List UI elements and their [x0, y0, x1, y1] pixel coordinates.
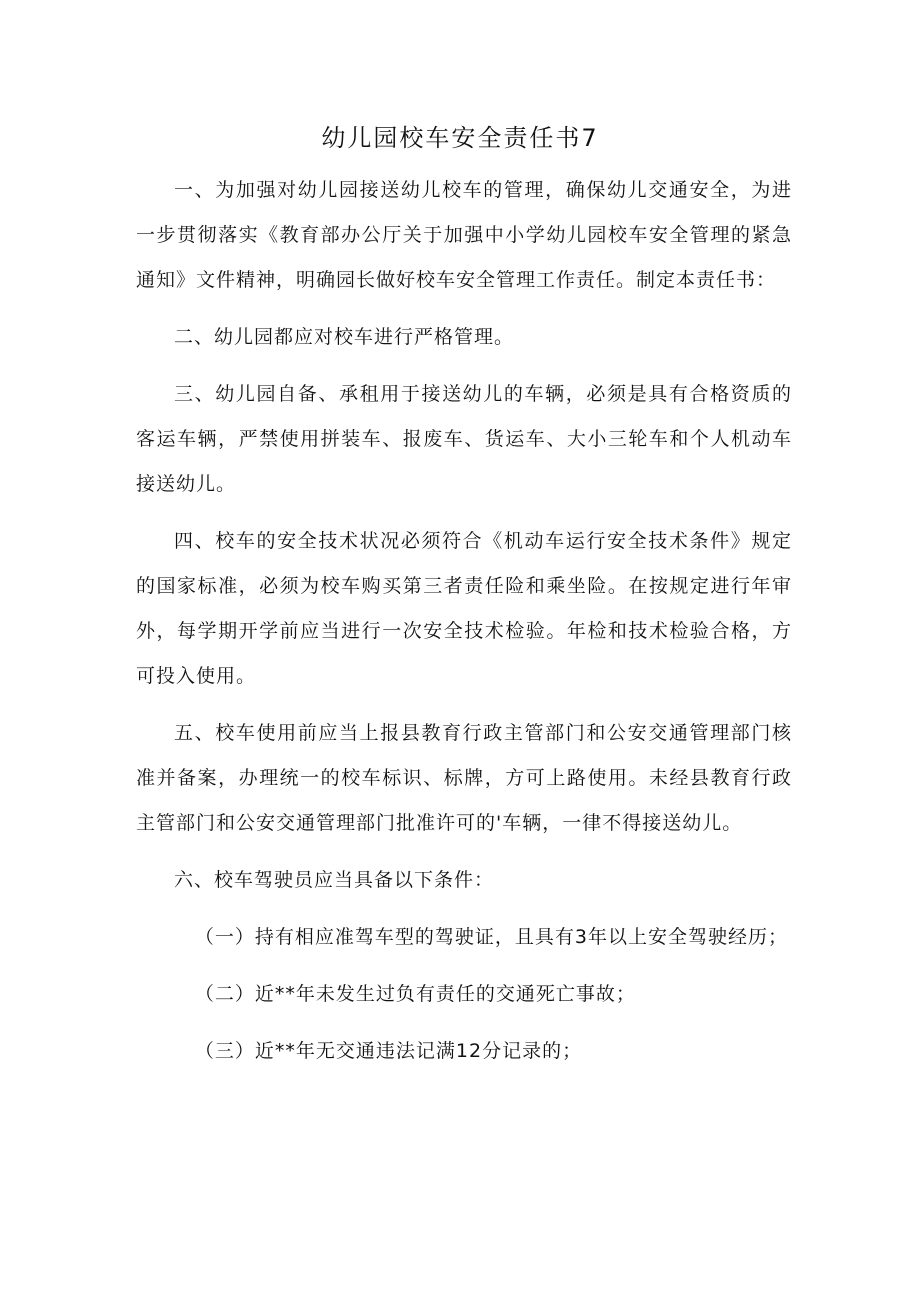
paragraph-1: 一、为加强对幼儿园接送幼儿校车的管理，确保幼儿交通安全，为进一步贯彻落实《教育部办公厅关于加强中小学幼儿园校车安全管理的紧急通知》文件精神，明确园长做好校车安全管理工作责任。制定本责任书：	[136, 179, 792, 291]
paragraph-2: 二、幼儿园都应对校车进行严格管理。	[174, 326, 515, 348]
sub-item-1: （一）持有相应准驾车型的驾驶证，且具有3年以上安全驾驶经历；	[194, 926, 788, 948]
paragraph-4: 四、校车的安全技术状况必须符合《机动车运行安全技术条件》规定的国家标准，必须为校车购买第三者责任险和乘坐险。在按规定进行年审外，每学期开学前应当进行一次安全技术检验。年检和技术检验合格，方可投入使用。	[136, 530, 792, 687]
paragraph-3: 三、幼儿园自备、承租用于接送幼儿的车辆，必须是具有合格资质的客运车辆，严禁使用拼装车、报废车、货运车、大小三轮车和个人机动车接送幼儿。	[136, 383, 792, 495]
document-body	[136, 168, 792, 1086]
paragraph-6: 六、校车驾驶员应当具备以下条件：	[174, 869, 495, 891]
sub-item-2: （二）近**年未发生过负有责任的交通死亡事故；	[194, 983, 636, 1005]
paragraph-5: 五、校车使用前应当上报县教育行政主管部门和公安交通管理部门核准并备案，办理统一的校车标识、标牌，方可上路使用。未经县教育行政主管部门和公安交通管理部门批准许可的'车辆，一律不得接送幼儿。	[136, 722, 792, 834]
sub-item-3: （三）近**年无交通违法记满12分记录的；	[194, 1040, 583, 1062]
document-title: 幼儿园校车安全责任书7	[321, 124, 599, 152]
